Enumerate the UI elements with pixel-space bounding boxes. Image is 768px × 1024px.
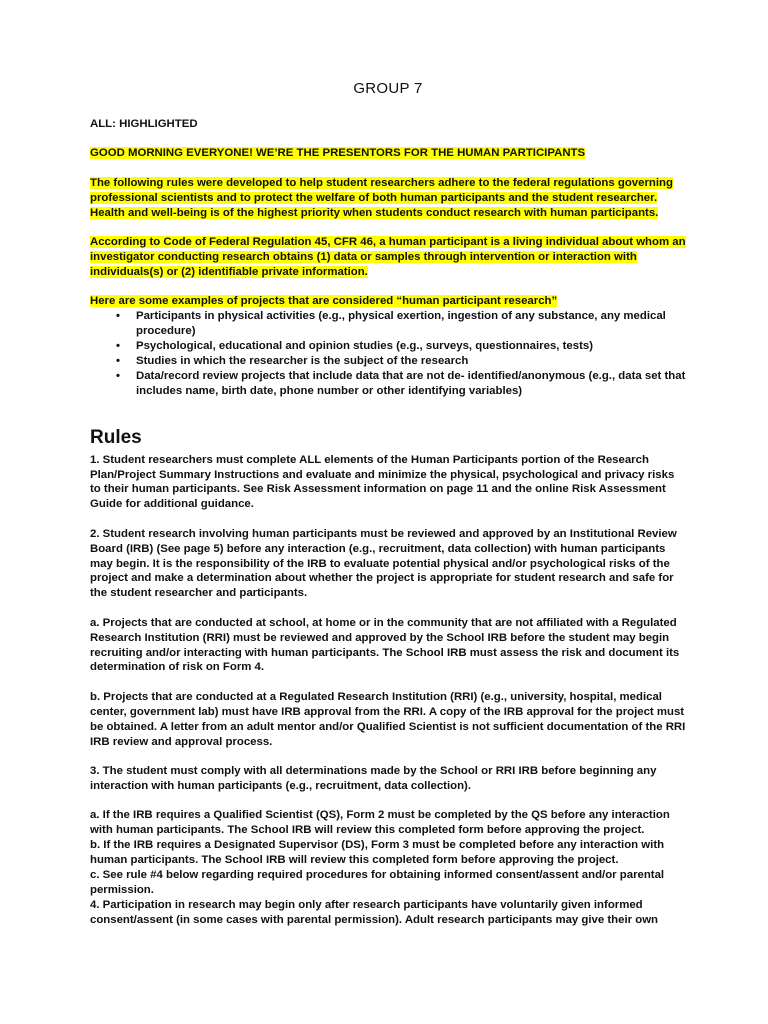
greeting-text: GOOD MORNING EVERYONE! WE’RE THE PRESENTORS FOR THE HUMAN PARTICIPANTS xyxy=(90,147,586,160)
list-item xyxy=(116,339,686,354)
rule-1: 1. Student researchers must complete ALL elements of the Human Participants portion of the Research Plan/Project Summary Instructions and evaluate and minimize the physical, psychological and privacy risks to their human participants. See Risk Assessment information on page 11 and the online Risk Assessment Guide for additional guidance. xyxy=(90,453,675,511)
list-item-text: Psychological, educational and opinion studies (e.g., surveys, questionnaires, tests) xyxy=(136,339,593,352)
greeting-paragraph xyxy=(90,146,686,161)
rule-3a: a. If the IRB requires a Qualified Scientist (QS), Form 2 must be completed by the QS before any interaction with human participants. The School IRB will review this completed form before approving the project. xyxy=(90,809,670,837)
definition-paragraph xyxy=(90,235,686,280)
examples-intro-paragraph xyxy=(90,294,686,309)
list-item-text: Studies in which the researcher is the subject of the research xyxy=(136,354,469,367)
list-item xyxy=(116,309,686,339)
examples-list xyxy=(90,309,686,398)
bullet-icon: • xyxy=(116,369,120,382)
rule-2: 2. Student research involving human participants must be reviewed and approved by an Institutional Review Board (IRB) (See page 5) before any interaction (e.g., recruitment, data collection) with human participants may begin. It is the responsibility of the IRB to evaluate potential physical and/or psychological risks of the project and make a determination about whether the project is appropriate for student research and safe for the student researcher and participants. xyxy=(90,527,677,600)
bullet-icon: • xyxy=(116,310,120,323)
intro-text: The following rules were developed to help student researchers adhere to the federal regulations governing professional scientists and to protect the welfare of both human participants and the student researcher. Health and well-being is of the highest priority when students conduct research with human participants. xyxy=(90,176,673,219)
assignment-note: ALL: HIGHLIGHTED xyxy=(90,118,198,130)
examples-intro-text: Here are some examples of projects that are considered “human participant research” xyxy=(90,295,558,308)
rule-2b: b. Projects that are conducted at a Regulated Research Institution (RRI) (e.g., university, hospital, medical center, government lab) must have IRB approval from the RRI. A copy of the IRB approval for the project must be obtained. A letter from an adult mentor and/or Qualified Scientist is not sufficient documentation of the RRI IRB review and approval process. xyxy=(90,690,686,748)
rule-3c: c. See rule #4 below regarding required procedures for obtaining informed consent/assent and/or parental permission. xyxy=(90,868,665,896)
list-item xyxy=(116,354,686,369)
bullet-icon: • xyxy=(116,339,120,352)
rule-2a: a. Projects that are conducted at school, at home or in the community that are not affiliated with a Regulated Research Institution (RRI) must be reviewed and approved by the School IRB before the student may begin recruiting and/or interacting with human participants. The School IRB must assess the risk and document its determination of risk on Form 4. xyxy=(90,616,680,674)
rule-4: 4. Participation in research may begin only after research participants have voluntarily given informed consent/assent (in some cases with parental permission). Adult research participants may give their own xyxy=(90,898,659,926)
list-item-text: Data/record review projects that include data that are not de- identified/anonymous (e.g., data set that includes name, birth date, phone number or other identifying variables) xyxy=(136,369,686,397)
page-title: GROUP 7 xyxy=(353,80,423,97)
list-item xyxy=(116,369,686,399)
rules-heading: Rules xyxy=(90,426,142,448)
rule-3: 3. The student must comply with all determinations made by the School or RRI IRB before beginning any interaction with human participants (e.g., recruitment, data collection). xyxy=(90,765,657,792)
definition-text: According to Code of Federal Regulation 45, CFR 46, a human participant is a living individual about whom an investigator conducting research obtains (1) data or samples through intervention or interaction with individuals(s) or (2) identifiable private information. xyxy=(90,236,686,278)
rule-3b: b. If the IRB requires a Designated Supervisor (DS), Form 3 must be completed before any interaction with human participants. The School IRB will review this completed form before approving the project. xyxy=(90,839,665,867)
intro-paragraph xyxy=(90,176,686,221)
bullet-icon: • xyxy=(116,354,120,367)
list-item-text: Participants in physical activities (e.g., physical exertion, ingestion of any substance, any medical procedure) xyxy=(136,310,666,338)
